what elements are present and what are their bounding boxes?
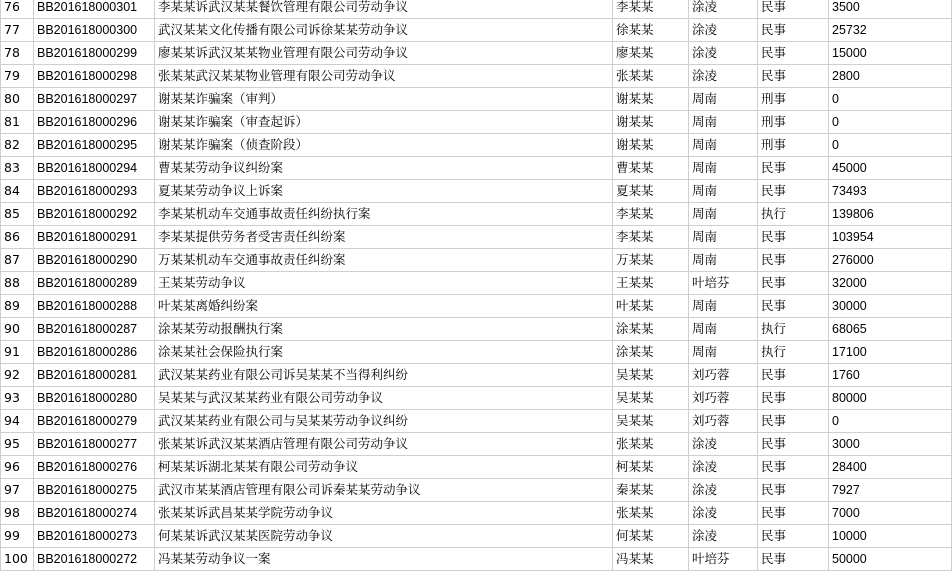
case-type-cell[interactable]: 民事 [758, 387, 829, 410]
row-number[interactable]: 81 [1, 111, 34, 134]
row-number[interactable]: 91 [1, 341, 34, 364]
row-number[interactable]: 88 [1, 272, 34, 295]
amount-cell[interactable]: 10000 [829, 525, 952, 548]
table-row [1, 502, 952, 525]
table-row [1, 433, 952, 456]
case-title-cell[interactable]: 李某某提供劳务者受害责任纠纷案 [155, 226, 613, 249]
amount-cell[interactable]: 68065 [829, 318, 952, 341]
case-id-cell[interactable]: BB201618000292 [34, 203, 155, 226]
case-id-cell[interactable]: BB201618000272 [34, 548, 155, 571]
table-row [1, 42, 952, 65]
case-title-cell[interactable]: 张某某武汉某某物业管理有限公司劳动争议 [155, 65, 613, 88]
handler-cell[interactable]: 周南 [689, 226, 758, 249]
row-number[interactable]: 80 [1, 88, 34, 111]
case-id-cell[interactable]: BB201618000281 [34, 364, 155, 387]
table-row [1, 0, 952, 19]
case-type-cell[interactable]: 民事 [758, 433, 829, 456]
case-id-cell[interactable]: BB201618000273 [34, 525, 155, 548]
case-id-cell[interactable]: BB201618000301 [34, 0, 155, 19]
table-row [1, 180, 952, 203]
table-row [1, 410, 952, 433]
table-row [1, 479, 952, 502]
handler-cell[interactable]: 周南 [689, 134, 758, 157]
case-id-cell[interactable]: BB201618000279 [34, 410, 155, 433]
case-type-cell[interactable]: 执行 [758, 203, 829, 226]
table-row [1, 203, 952, 226]
row-number[interactable]: 76 [1, 0, 34, 19]
table-row [1, 19, 952, 42]
row-number[interactable]: 96 [1, 456, 34, 479]
party-cell[interactable]: 何某某 [613, 525, 689, 548]
amount-cell[interactable]: 7000 [829, 502, 952, 525]
handler-cell[interactable]: 周南 [689, 157, 758, 180]
handler-cell[interactable]: 涂凌 [689, 502, 758, 525]
amount-cell[interactable]: 139806 [829, 203, 952, 226]
handler-cell[interactable]: 涂凌 [689, 65, 758, 88]
row-number[interactable]: 90 [1, 318, 34, 341]
handler-cell[interactable]: 叶培芬 [689, 548, 758, 571]
party-cell[interactable]: 涂某某 [613, 341, 689, 364]
case-title-cell[interactable]: 张某某诉武昌某某学院劳动争议 [155, 502, 613, 525]
party-cell[interactable]: 涂某某 [613, 318, 689, 341]
case-id-cell[interactable]: BB201618000274 [34, 502, 155, 525]
amount-cell[interactable]: 80000 [829, 387, 952, 410]
handler-cell[interactable]: 叶培芬 [689, 272, 758, 295]
case-title-cell[interactable]: 廖某某诉武汉某某物业管理有限公司劳动争议 [155, 42, 613, 65]
case-id-cell[interactable]: BB201618000298 [34, 65, 155, 88]
handler-cell[interactable]: 涂凌 [689, 0, 758, 19]
case-id-cell[interactable]: BB201618000286 [34, 341, 155, 364]
row-number[interactable]: 83 [1, 157, 34, 180]
handler-cell[interactable]: 涂凌 [689, 433, 758, 456]
row-number[interactable]: 77 [1, 19, 34, 42]
party-cell[interactable]: 李某某 [613, 226, 689, 249]
amount-cell[interactable]: 15000 [829, 42, 952, 65]
party-cell[interactable]: 廖某某 [613, 42, 689, 65]
table-row [1, 249, 952, 272]
amount-cell[interactable]: 1760 [829, 364, 952, 387]
party-cell[interactable]: 万某某 [613, 249, 689, 272]
case-title-cell[interactable]: 谢某某诈骗案（侦查阶段） [155, 134, 613, 157]
case-title-cell[interactable]: 王某某劳动争议 [155, 272, 613, 295]
case-type-cell[interactable]: 民事 [758, 502, 829, 525]
case-type-cell[interactable]: 民事 [758, 65, 829, 88]
row-number[interactable]: 85 [1, 203, 34, 226]
handler-cell[interactable]: 刘巧蓉 [689, 410, 758, 433]
table-row [1, 364, 952, 387]
amount-cell[interactable]: 2800 [829, 65, 952, 88]
case-type-cell[interactable]: 民事 [758, 479, 829, 502]
case-title-cell[interactable]: 柯某某诉湖北某某有限公司劳动争议 [155, 456, 613, 479]
amount-cell[interactable]: 103954 [829, 226, 952, 249]
case-type-cell[interactable]: 民事 [758, 19, 829, 42]
case-title-cell[interactable]: 涂某某社会保险执行案 [155, 341, 613, 364]
case-type-cell[interactable]: 民事 [758, 0, 829, 19]
case-type-cell[interactable]: 民事 [758, 456, 829, 479]
handler-cell[interactable]: 周南 [689, 249, 758, 272]
table-row [1, 134, 952, 157]
handler-cell[interactable]: 周南 [689, 111, 758, 134]
party-cell[interactable]: 谢某某 [613, 88, 689, 111]
case-id-cell[interactable]: BB201618000287 [34, 318, 155, 341]
case-title-cell[interactable]: 张某某诉武汉某某酒店管理有限公司劳动争议 [155, 433, 613, 456]
case-title-cell[interactable]: 李某某诉武汉某某餐饮管理有限公司劳动争议 [155, 0, 613, 19]
row-number[interactable]: 95 [1, 433, 34, 456]
case-id-cell[interactable]: BB201618000289 [34, 272, 155, 295]
handler-cell[interactable]: 涂凌 [689, 456, 758, 479]
case-type-cell[interactable]: 民事 [758, 180, 829, 203]
case-title-cell[interactable]: 曹某某劳动争议纠纷案 [155, 157, 613, 180]
case-type-cell[interactable]: 民事 [758, 226, 829, 249]
row-number[interactable]: 87 [1, 249, 34, 272]
case-title-cell[interactable]: 武汉市某某酒店管理有限公司诉秦某某劳动争议 [155, 479, 613, 502]
amount-cell[interactable]: 3000 [829, 433, 952, 456]
table-row [1, 387, 952, 410]
amount-cell[interactable]: 3500 [829, 0, 952, 19]
party-cell[interactable]: 夏某某 [613, 180, 689, 203]
table-body [1, 0, 952, 571]
row-number[interactable]: 98 [1, 502, 34, 525]
party-cell[interactable]: 谢某某 [613, 111, 689, 134]
party-cell[interactable]: 秦某某 [613, 479, 689, 502]
case-id-cell[interactable]: BB201618000295 [34, 134, 155, 157]
case-title-cell[interactable]: 夏某某劳动争议上诉案 [155, 180, 613, 203]
case-id-cell[interactable]: BB201618000299 [34, 42, 155, 65]
amount-cell[interactable]: 0 [829, 410, 952, 433]
case-id-cell[interactable]: BB201618000300 [34, 19, 155, 42]
case-type-cell[interactable]: 民事 [758, 295, 829, 318]
handler-cell[interactable]: 周南 [689, 180, 758, 203]
case-type-cell[interactable]: 民事 [758, 272, 829, 295]
handler-cell[interactable]: 周南 [689, 318, 758, 341]
case-id-cell[interactable]: BB201618000280 [34, 387, 155, 410]
party-cell[interactable]: 吴某某 [613, 410, 689, 433]
row-number[interactable]: 82 [1, 134, 34, 157]
party-cell[interactable]: 李某某 [613, 203, 689, 226]
amount-cell[interactable]: 50000 [829, 548, 952, 571]
case-title-cell[interactable]: 武汉某某文化传播有限公司诉徐某某劳动争议 [155, 19, 613, 42]
row-number[interactable]: 79 [1, 65, 34, 88]
handler-cell[interactable]: 涂凌 [689, 19, 758, 42]
party-cell[interactable]: 叶某某 [613, 295, 689, 318]
table-row [1, 525, 952, 548]
case-type-cell[interactable]: 民事 [758, 249, 829, 272]
amount-cell[interactable]: 0 [829, 134, 952, 157]
table-row [1, 318, 952, 341]
amount-cell[interactable]: 28400 [829, 456, 952, 479]
case-id-cell[interactable]: BB201618000296 [34, 111, 155, 134]
handler-cell[interactable]: 周南 [689, 341, 758, 364]
row-number[interactable]: 99 [1, 525, 34, 548]
handler-cell[interactable]: 刘巧蓉 [689, 364, 758, 387]
case-id-cell[interactable]: BB201618000293 [34, 180, 155, 203]
case-id-cell[interactable]: BB201618000297 [34, 88, 155, 111]
case-title-cell[interactable]: 李某某机动车交通事故责任纠纷执行案 [155, 203, 613, 226]
amount-cell[interactable]: 0 [829, 88, 952, 111]
party-cell[interactable]: 徐某某 [613, 19, 689, 42]
amount-cell[interactable]: 45000 [829, 157, 952, 180]
handler-cell[interactable]: 涂凌 [689, 479, 758, 502]
table-row [1, 341, 952, 364]
party-cell[interactable]: 张某某 [613, 65, 689, 88]
case-title-cell[interactable]: 武汉某某药业有限公司与吴某某劳动争议纠纷 [155, 410, 613, 433]
case-title-cell[interactable]: 涂某某劳动报酬执行案 [155, 318, 613, 341]
case-type-cell[interactable]: 执行 [758, 318, 829, 341]
handler-cell[interactable]: 涂凌 [689, 42, 758, 65]
row-number[interactable]: 89 [1, 295, 34, 318]
table-row [1, 226, 952, 249]
case-title-cell[interactable]: 吴某某与武汉某某药业有限公司劳动争议 [155, 387, 613, 410]
case-type-cell[interactable]: 民事 [758, 548, 829, 571]
case-type-cell[interactable]: 民事 [758, 42, 829, 65]
party-cell[interactable]: 吴某某 [613, 387, 689, 410]
handler-cell[interactable]: 周南 [689, 203, 758, 226]
case-id-cell[interactable]: BB201618000275 [34, 479, 155, 502]
case-id-cell[interactable]: BB201618000288 [34, 295, 155, 318]
case-id-cell[interactable]: BB201618000277 [34, 433, 155, 456]
amount-cell[interactable]: 0 [829, 111, 952, 134]
case-type-cell[interactable]: 刑事 [758, 88, 829, 111]
table-row [1, 548, 952, 571]
case-type-cell[interactable]: 执行 [758, 341, 829, 364]
party-cell[interactable]: 张某某 [613, 502, 689, 525]
table-row [1, 88, 952, 111]
case-title-cell[interactable]: 谢某某诈骗案（审判） [155, 88, 613, 111]
row-number[interactable]: 92 [1, 364, 34, 387]
case-type-cell[interactable]: 民事 [758, 525, 829, 548]
case-type-cell[interactable]: 民事 [758, 364, 829, 387]
case-type-cell[interactable]: 民事 [758, 410, 829, 433]
amount-cell[interactable]: 32000 [829, 272, 952, 295]
party-cell[interactable]: 冯某某 [613, 548, 689, 571]
handler-cell[interactable]: 周南 [689, 88, 758, 111]
case-type-cell[interactable]: 民事 [758, 157, 829, 180]
table-row [1, 295, 952, 318]
case-title-cell[interactable]: 叶某某离婚纠纷案 [155, 295, 613, 318]
case-title-cell[interactable]: 谢某某诈骗案（审查起诉） [155, 111, 613, 134]
case-id-cell[interactable]: BB201618000294 [34, 157, 155, 180]
case-id-cell[interactable]: BB201618000291 [34, 226, 155, 249]
table-row [1, 111, 952, 134]
party-cell[interactable]: 李某某 [613, 0, 689, 19]
handler-cell[interactable]: 涂凌 [689, 525, 758, 548]
case-type-cell[interactable]: 刑事 [758, 111, 829, 134]
amount-cell[interactable]: 30000 [829, 295, 952, 318]
amount-cell[interactable]: 276000 [829, 249, 952, 272]
party-cell[interactable]: 王某某 [613, 272, 689, 295]
row-number[interactable]: 86 [1, 226, 34, 249]
table-row [1, 272, 952, 295]
amount-cell[interactable]: 25732 [829, 19, 952, 42]
row-number[interactable]: 84 [1, 180, 34, 203]
handler-cell[interactable]: 周南 [689, 295, 758, 318]
case-title-cell[interactable]: 何某某诉武汉某某医院劳动争议 [155, 525, 613, 548]
case-title-cell[interactable]: 冯某某劳动争议一案 [155, 548, 613, 571]
party-cell[interactable]: 吴某某 [613, 364, 689, 387]
table-row [1, 157, 952, 180]
table-row [1, 456, 952, 479]
party-cell[interactable]: 柯某某 [613, 456, 689, 479]
row-number[interactable]: 78 [1, 42, 34, 65]
row-number[interactable]: 94 [1, 410, 34, 433]
case-title-cell[interactable]: 武汉某某药业有限公司诉吴某某不当得利纠纷 [155, 364, 613, 387]
party-cell[interactable]: 曹某某 [613, 157, 689, 180]
row-number[interactable]: 97 [1, 479, 34, 502]
case-title-cell[interactable]: 万某某机动车交通事故责任纠纷案 [155, 249, 613, 272]
party-cell[interactable]: 张某某 [613, 433, 689, 456]
case-id-cell[interactable]: BB201618000276 [34, 456, 155, 479]
amount-cell[interactable]: 7927 [829, 479, 952, 502]
amount-cell[interactable]: 73493 [829, 180, 952, 203]
case-id-cell[interactable]: BB201618000290 [34, 249, 155, 272]
row-number[interactable]: 100 [1, 548, 34, 571]
table-row [1, 65, 952, 88]
handler-cell[interactable]: 刘巧蓉 [689, 387, 758, 410]
party-cell[interactable]: 谢某某 [613, 134, 689, 157]
amount-cell[interactable]: 17100 [829, 341, 952, 364]
row-number[interactable]: 93 [1, 387, 34, 410]
case-type-cell[interactable]: 刑事 [758, 134, 829, 157]
